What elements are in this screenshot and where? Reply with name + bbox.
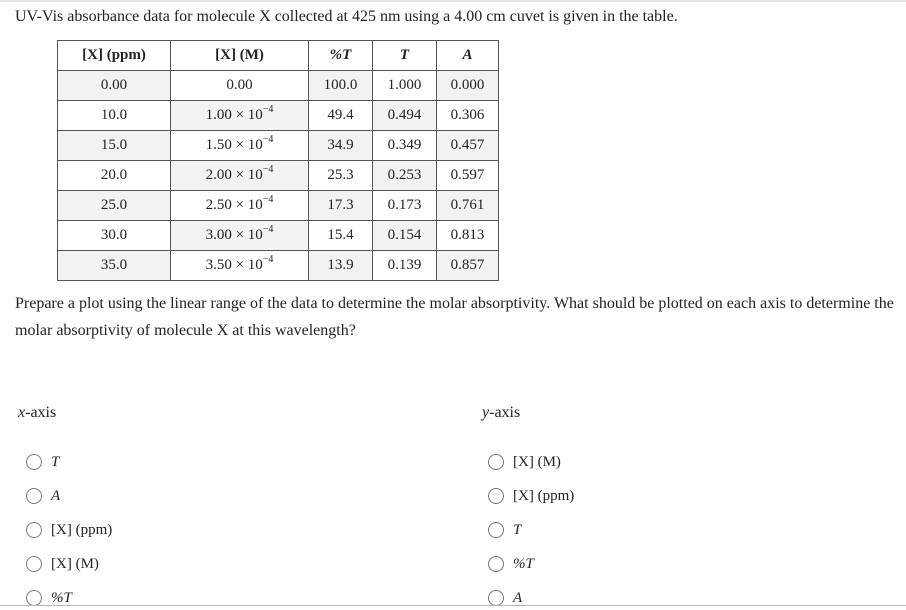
- radio-button[interactable]: [488, 522, 504, 538]
- cell-t: 0.253: [373, 161, 437, 191]
- x-axis-option-ppm[interactable]: [26, 518, 112, 542]
- option-label: %T: [513, 555, 534, 572]
- y-axis-heading: [482, 404, 520, 422]
- option-label: A: [51, 487, 61, 504]
- cell-t: 0.139: [373, 251, 437, 281]
- cell-percent-t: 100.0: [309, 71, 373, 101]
- table-row: [58, 131, 499, 161]
- cell-molar-exponent: −4: [262, 164, 274, 175]
- cell-molar: [171, 251, 309, 281]
- cell-ppm: 20.0: [58, 161, 171, 191]
- cell-a: 0.000: [437, 71, 499, 101]
- table-row: [58, 221, 499, 251]
- radio-button[interactable]: [488, 590, 504, 606]
- cell-percent-t: 13.9: [309, 251, 373, 281]
- y-axis-option-ppm[interactable]: [488, 484, 574, 508]
- radio-button[interactable]: [26, 556, 42, 572]
- cell-ppm: 25.0: [58, 191, 171, 221]
- cell-molar-value: 3.00 × 10: [205, 227, 263, 243]
- cell-molar-value: 3.50 × 10: [205, 257, 263, 273]
- cell-molar-exponent: −4: [262, 224, 274, 235]
- x-axis-option-t[interactable]: [26, 450, 59, 474]
- option-label: [X] (M): [51, 555, 99, 572]
- cell-percent-t: 17.3: [309, 191, 373, 221]
- cell-a: 0.306: [437, 101, 499, 131]
- bottom-divider: [0, 605, 906, 606]
- table-row: [58, 101, 499, 131]
- intro-text: UV-Vis absorbance data for molecule X collected at 425 nm using a 4.00 cm cuvet is given in the table.: [15, 8, 678, 25]
- header-a: A: [437, 41, 499, 71]
- x-axis-option-a[interactable]: [26, 484, 60, 508]
- option-label: A: [513, 589, 523, 606]
- option-label: [X] (M): [513, 453, 561, 470]
- cell-molar: [171, 131, 309, 161]
- cell-molar-exponent: −4: [262, 104, 274, 115]
- option-label: T: [51, 453, 60, 470]
- x-axis-heading: [18, 404, 56, 422]
- cell-percent-t: 34.9: [309, 131, 373, 161]
- y-axis-option-percent-t[interactable]: [488, 552, 534, 576]
- cell-percent-t: 25.3: [309, 161, 373, 191]
- cell-ppm: 30.0: [58, 221, 171, 251]
- table-row: [58, 251, 499, 281]
- cell-percent-t: 15.4: [309, 221, 373, 251]
- option-label: %T: [51, 589, 72, 606]
- cell-molar-exponent: −4: [262, 254, 274, 265]
- option-label: T: [513, 521, 522, 538]
- cell-molar: [171, 161, 309, 191]
- cell-molar-value: 1.00 × 10: [205, 107, 263, 123]
- cell-t: 0.154: [373, 221, 437, 251]
- cell-ppm: 15.0: [58, 131, 171, 161]
- header-percent-t: %T: [309, 41, 373, 71]
- radio-button[interactable]: [26, 488, 42, 504]
- cell-percent-t: 49.4: [309, 101, 373, 131]
- top-divider: [0, 0, 906, 2]
- cell-molar: [171, 71, 309, 101]
- cell-molar-value: 2.00 × 10: [205, 167, 263, 183]
- radio-button[interactable]: [26, 454, 42, 470]
- cell-molar-value: 1.50 × 10: [205, 137, 263, 153]
- x-axis-heading-suffix: -axis: [25, 404, 57, 421]
- cell-ppm: 0.00: [58, 71, 171, 101]
- radio-button[interactable]: [488, 488, 504, 504]
- table-row: [58, 161, 499, 191]
- cell-molar-exponent: −4: [262, 194, 274, 205]
- header-molar: [X] (M): [171, 41, 309, 71]
- x-axis-option-molar[interactable]: [26, 552, 99, 576]
- y-axis-heading-letter: y: [482, 404, 490, 421]
- y-axis-option-molar[interactable]: [488, 450, 561, 474]
- y-axis-option-a[interactable]: [488, 586, 522, 610]
- table-row: [58, 71, 499, 101]
- radio-button[interactable]: [26, 590, 42, 606]
- header-t: T: [373, 41, 437, 71]
- data-table: [57, 40, 499, 281]
- radio-button[interactable]: [488, 454, 504, 470]
- y-axis-option-t[interactable]: [488, 518, 521, 542]
- cell-t: 0.173: [373, 191, 437, 221]
- table-header-row: [58, 41, 499, 71]
- cell-molar-value: 2.50 × 10: [205, 197, 263, 213]
- cell-ppm: 35.0: [58, 251, 171, 281]
- cell-molar-exponent: −4: [262, 134, 274, 145]
- cell-a: 0.813: [437, 221, 499, 251]
- cell-molar: [171, 221, 309, 251]
- radio-button[interactable]: [488, 556, 504, 572]
- x-axis-option-percent-t[interactable]: [26, 586, 72, 610]
- question-text: Prepare a plot using the linear range of the data to determine the molar absorptivity. What should be plotted on each axis to determine the molar absorptivity of molecule X at this wavelength?: [15, 295, 894, 339]
- cell-molar: [171, 191, 309, 221]
- x-axis-heading-letter: x: [18, 404, 26, 421]
- y-axis-heading-suffix: -axis: [489, 404, 521, 421]
- cell-molar-value: 0.00: [226, 77, 253, 93]
- option-label: [X] (ppm): [51, 521, 113, 538]
- cell-a: 0.597: [437, 161, 499, 191]
- cell-t: 1.000: [373, 71, 437, 101]
- cell-a: 0.857: [437, 251, 499, 281]
- table-row: [58, 191, 499, 221]
- cell-t: 0.349: [373, 131, 437, 161]
- option-label: [X] (ppm): [513, 487, 575, 504]
- radio-button[interactable]: [26, 522, 42, 538]
- header-ppm: [X] (ppm): [58, 41, 171, 71]
- cell-t: 0.494: [373, 101, 437, 131]
- cell-a: 0.761: [437, 191, 499, 221]
- cell-a: 0.457: [437, 131, 499, 161]
- cell-ppm: 10.0: [58, 101, 171, 131]
- cell-molar: [171, 101, 309, 131]
